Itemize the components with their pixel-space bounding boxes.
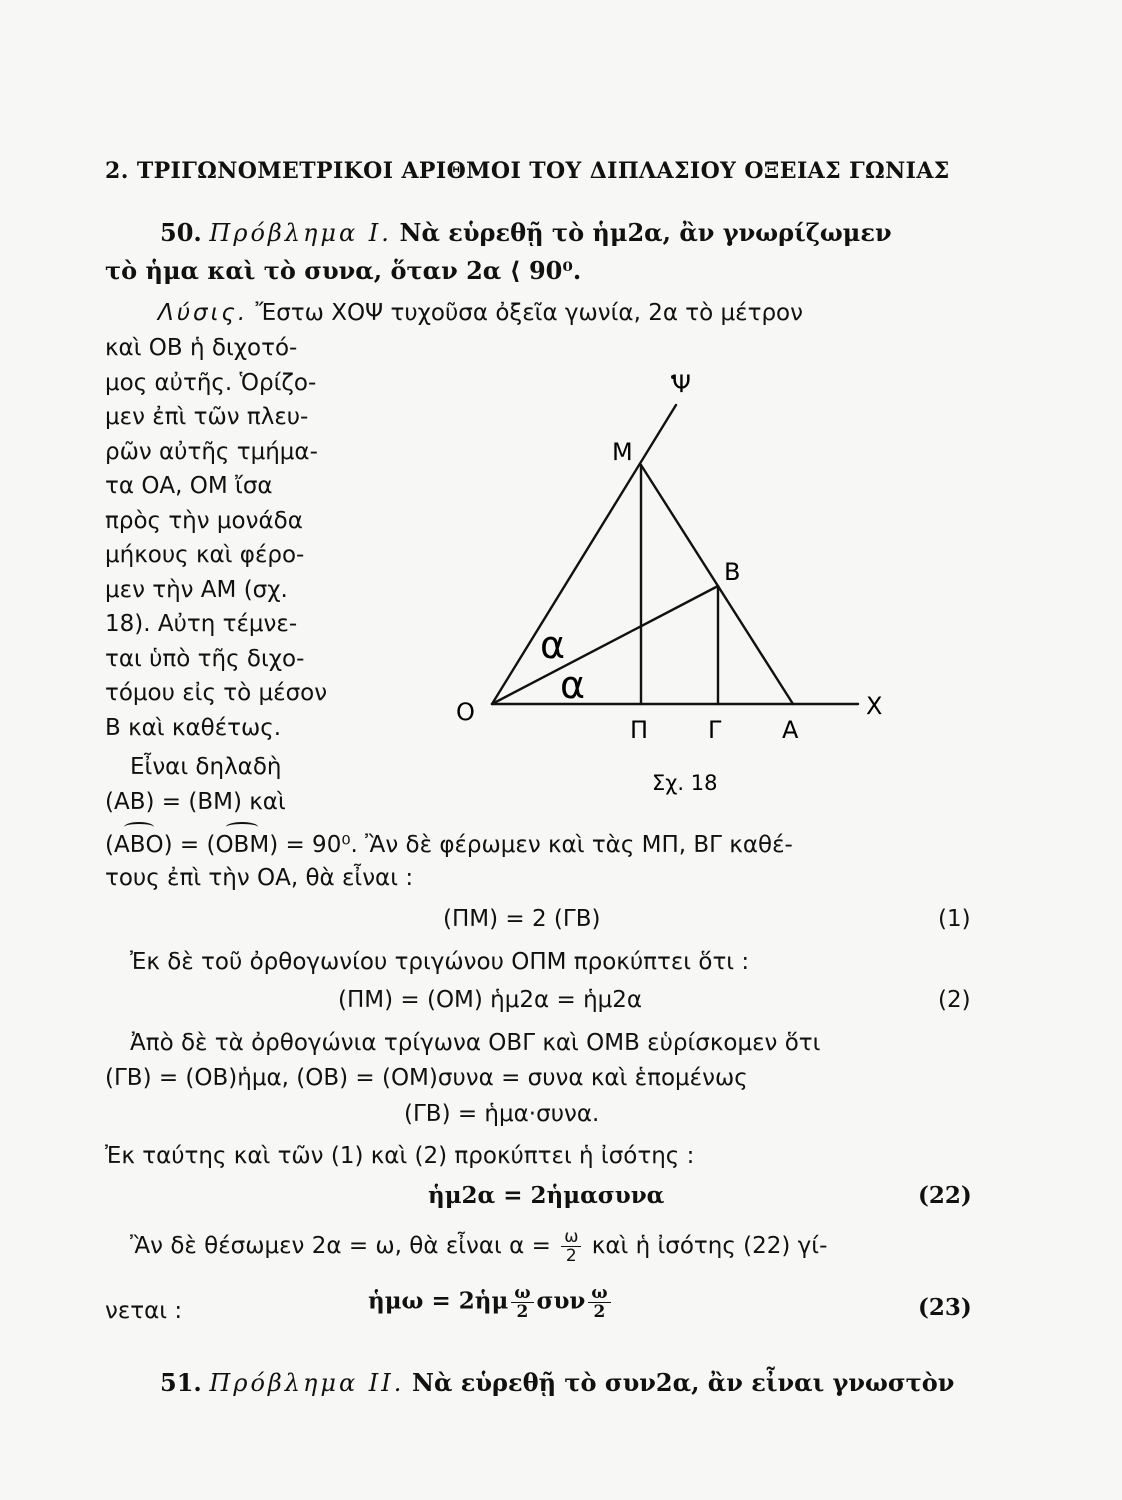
equation-gb: (ΓΒ) = ἡμα·συνα. bbox=[404, 1101, 600, 1127]
label-a: Α bbox=[782, 716, 799, 744]
section-heading: 2. ΤΡΙΓΩΝΟΜΕΤΡΙΚΟΙ ΑΡΙΘΜΟΙ ΤΟΥ ΔΙΠΛΑΣΙΟΥ ΟΞΕΙΑΣ ΓΩΝΙΑΣ bbox=[105, 158, 950, 184]
angle-line bbox=[105, 828, 793, 863]
gb-line: (ΓΒ) = (ΟΒ)ἡμα, (ΟΒ) = (ΟΜ)συνα = συνα καὶ ἑπομένως bbox=[105, 1065, 748, 1091]
set-line-start: Ἂν δὲ θέσωμεν 2α = ω, θὰ εἶναι α = bbox=[130, 1233, 551, 1259]
equation-1: (ΠΜ) = 2 (ΓΒ) bbox=[443, 906, 601, 932]
solution-wrapped-text bbox=[105, 331, 327, 745]
text-line: μεν τὴν ΑΜ (σχ. bbox=[105, 576, 288, 603]
problem-number: 50. bbox=[160, 218, 202, 247]
angle-abo: ΑΒΟ bbox=[114, 828, 164, 863]
solution-label: Λύσις. bbox=[158, 300, 249, 326]
set-line-end: καὶ ἡ ἰσότης (22) γί- bbox=[591, 1233, 828, 1259]
ab-bm-line: (ΑΒ) = (ΒΜ) καὶ bbox=[105, 789, 286, 815]
label-g: Γ bbox=[708, 716, 722, 744]
text-line: μεν ἐπὶ τῶν πλευ- bbox=[105, 404, 309, 430]
problem-statement-cont: τὸ ἡμα καὶ τὸ συνα, ὅταν 2α ⟨ 90⁰. bbox=[105, 256, 582, 285]
fraction-omega-2: $\frac{\omega}{2}$ bbox=[561, 1228, 581, 1265]
right-triangles-line: Ἀπὸ δὲ τὰ ὀρθογώνια τρίγωνα ΟΒΓ καὶ ΟΜΒ εὑρίσκομεν ὅτι bbox=[130, 1030, 821, 1056]
equals: ) = ( bbox=[163, 832, 216, 858]
problem-number: 51. bbox=[160, 1368, 202, 1397]
figure-caption: Σχ. 18 bbox=[652, 771, 718, 795]
problem-50-line2 bbox=[105, 256, 581, 285]
triangle-line: Ἐκ δὲ τοῦ ὀρθογωνίου τριγώνου ΟΠΜ προκύπτει ὅτι : bbox=[130, 949, 750, 975]
label-x: Χ bbox=[866, 692, 883, 720]
perp-line: τους ἐπὶ τὴν ΟΑ, θὰ εἶναι : bbox=[105, 865, 414, 891]
equation-23-number: (23) bbox=[918, 1294, 972, 1321]
eq23-mid: συν bbox=[536, 1287, 586, 1315]
fraction-omega-2: $\frac{\omega}{2}$ bbox=[588, 1284, 610, 1321]
label-alpha-lower: α bbox=[560, 663, 586, 707]
text-line: καὶ ΟΒ ἡ διχοτό- bbox=[105, 335, 298, 361]
label-p: Π bbox=[630, 716, 649, 744]
problem-51-line bbox=[160, 1368, 954, 1397]
label-m: Μ bbox=[612, 438, 633, 466]
oy-ray bbox=[492, 405, 676, 704]
label-o: Ο bbox=[456, 698, 475, 726]
text-line: μήκους καὶ φέρο- bbox=[105, 542, 305, 568]
equation-22: ἡμ2α = 2ἡμασυνα bbox=[428, 1182, 665, 1209]
from-line: Ἐκ ταύτης καὶ τῶν (1) καὶ (2) προκύπτει ἡ ἰσότης : bbox=[105, 1143, 695, 1169]
text-line: τόμου εἰς τὸ μέσον bbox=[105, 680, 328, 706]
label-alpha-upper: α bbox=[540, 623, 566, 667]
problem-statement: Νὰ εὑρεθῇ τὸ ἡμ2α, ἂν γνωρίζωμεν bbox=[399, 218, 892, 247]
equation-22-number: (22) bbox=[918, 1182, 972, 1209]
problem-label: Πρόβλημα ΙΙ. bbox=[209, 1369, 405, 1397]
fraction-omega-2: $\frac{\omega}{2}$ bbox=[511, 1284, 533, 1321]
text-line: πρὸς τὴν μονάδα bbox=[105, 507, 303, 534]
text-line: ται ὑπὸ τῆς διχο- bbox=[105, 645, 305, 672]
eq23-start: ἡμω = 2ἡμ bbox=[368, 1287, 509, 1315]
problem-statement: Νὰ εὑρεθῇ τὸ συν2α, ἂν εἶναι γνωστὸν bbox=[412, 1368, 955, 1397]
text-line: μος αὐτῆς. Ὁρίζο- bbox=[105, 369, 317, 396]
figure-18 bbox=[440, 360, 910, 800]
label-b: Β bbox=[724, 558, 741, 586]
problem-label: Πρόβλημα Ι. bbox=[209, 219, 392, 247]
equation-23 bbox=[368, 1284, 614, 1321]
solution-first-line bbox=[158, 296, 803, 331]
equation-1-number: (1) bbox=[938, 906, 971, 932]
netai-text: νεται : bbox=[105, 1298, 183, 1324]
equation-2-number: (2) bbox=[938, 987, 971, 1013]
angle-obm: ΟΒΜ bbox=[215, 828, 269, 863]
text-line: τα ΟΑ, ΟΜ ἴσα bbox=[105, 473, 273, 499]
text-line: Β καὶ καθέτως. bbox=[105, 714, 282, 741]
paren: ( bbox=[105, 832, 114, 858]
bisector-ob bbox=[492, 586, 718, 704]
problem-50-line1 bbox=[160, 218, 892, 247]
label-psi: Ψ bbox=[672, 370, 691, 398]
equation-2: (ΠΜ) = (ΟΜ) ἡμ2α = ἡμ2α bbox=[338, 987, 643, 1013]
set-line bbox=[130, 1228, 827, 1265]
solution-text: Ἔστω ΧΟΨ τυχοῦσα ὀξεῖα γωνία, 2α τὸ μέτρον bbox=[255, 300, 803, 326]
einai-line: Εἶναι δηλαδὴ bbox=[130, 754, 282, 780]
text-line: 18). Αὐτη τέμνε- bbox=[105, 611, 298, 637]
text-line: ρῶν αὐτῆς τμήμα- bbox=[105, 438, 318, 465]
angle-line-rest: ) = 90⁰. Ἂν δὲ φέρωμεν καὶ τὰς ΜΠ, ΒΓ καθέ- bbox=[269, 832, 793, 858]
